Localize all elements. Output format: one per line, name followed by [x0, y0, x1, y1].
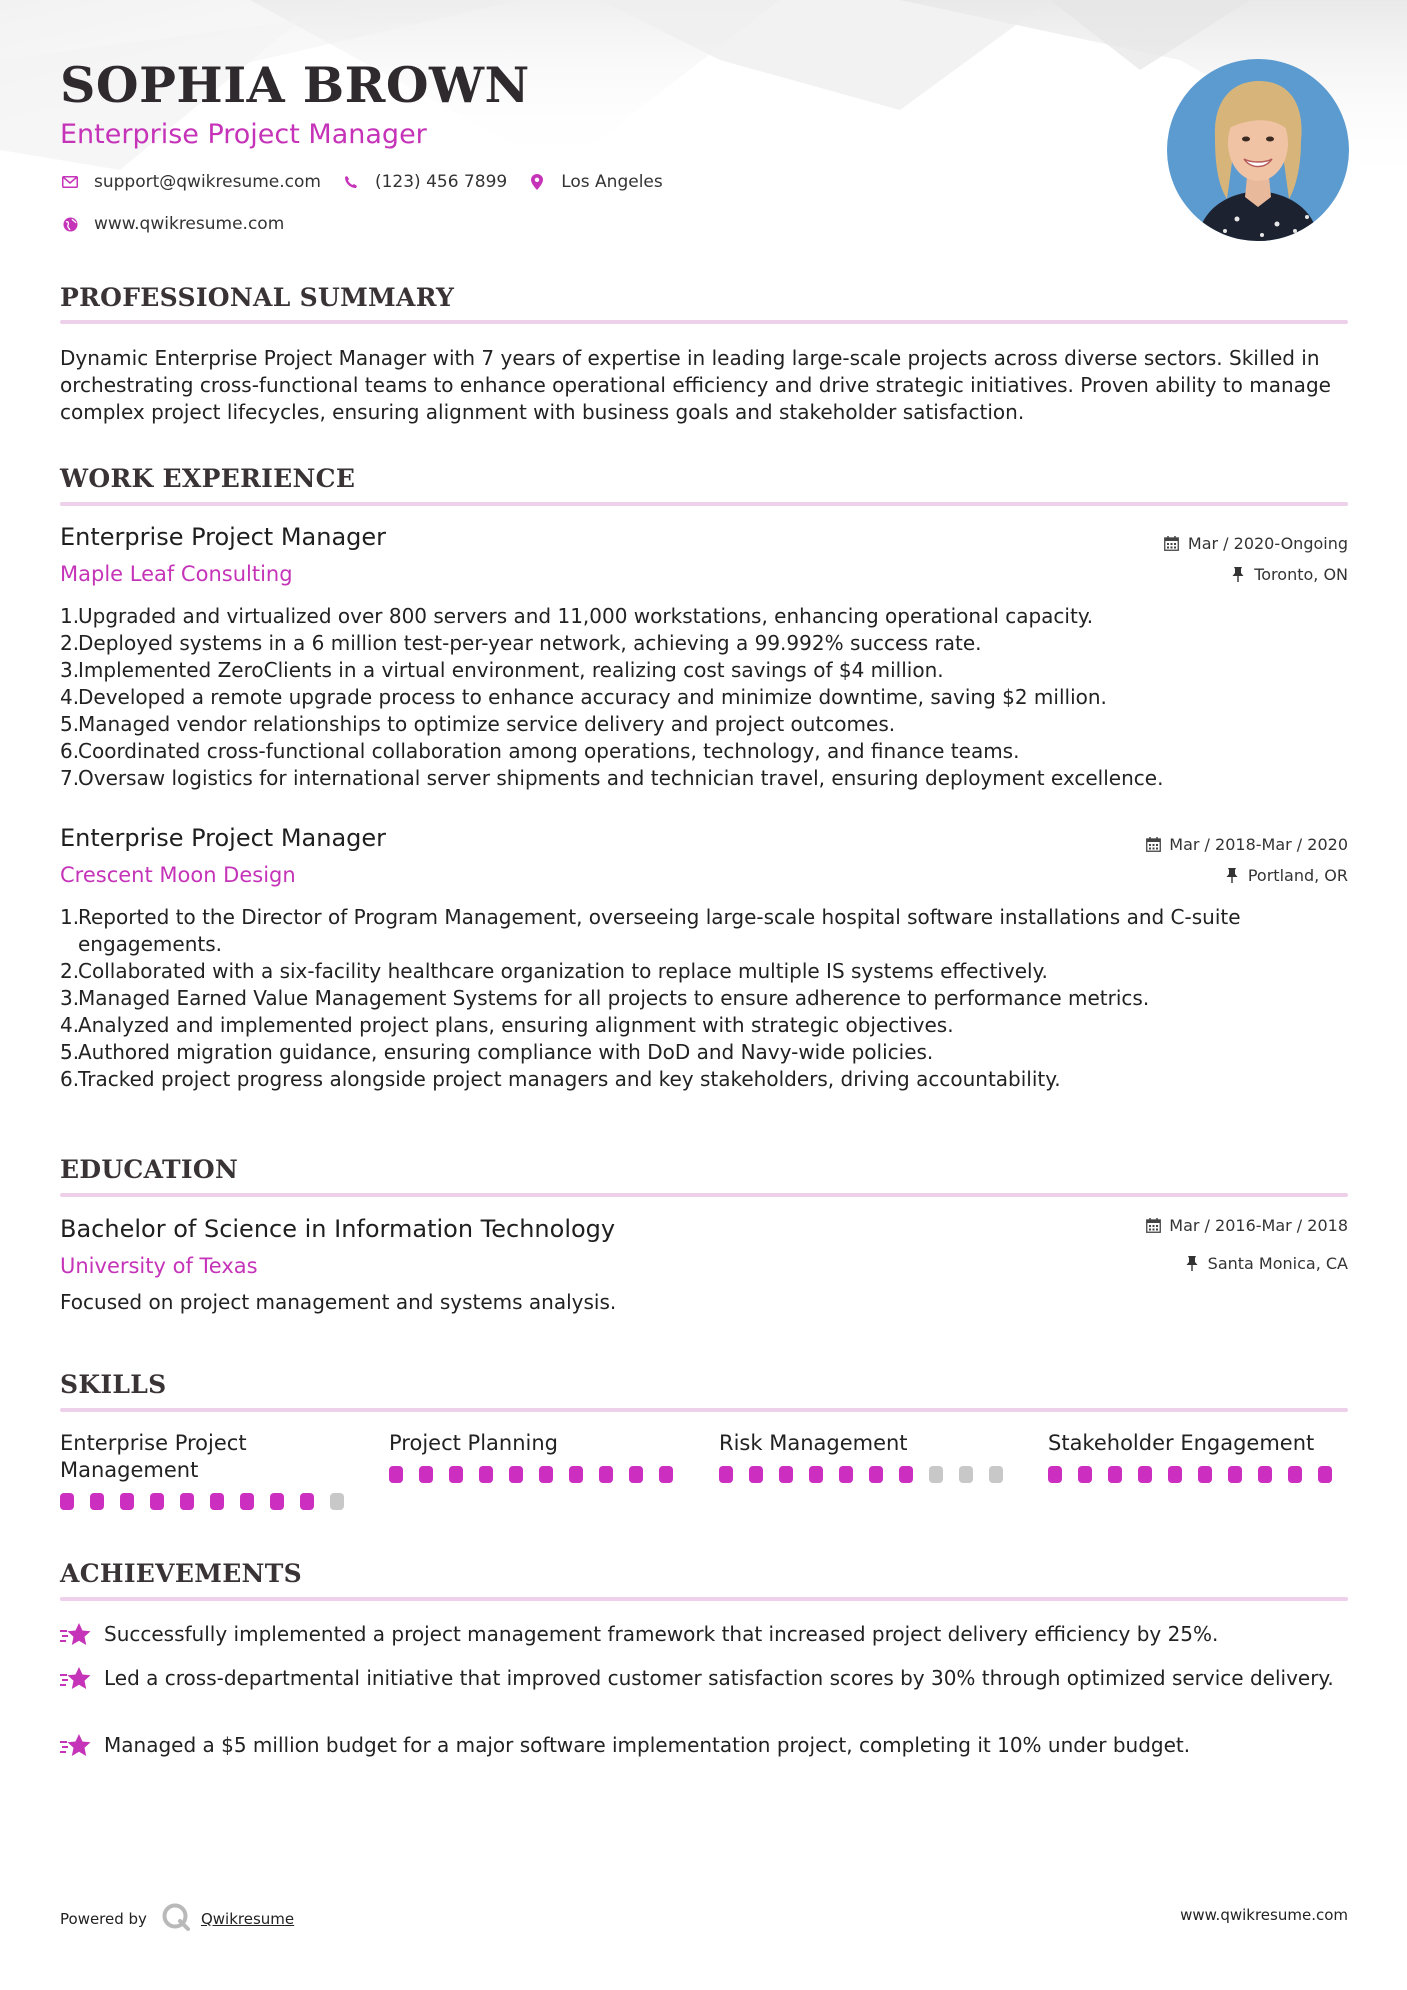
job-duties	[60, 904, 1350, 1093]
rating-dot-filled	[779, 1466, 793, 1483]
globe-icon	[60, 214, 80, 234]
achievement-item	[60, 1665, 1350, 1699]
duty-item: 7. Oversaw logistics for international server shipments and technician travel, ensuring deployment excellence.	[60, 766, 1164, 790]
rating-dot-empty	[929, 1466, 943, 1483]
achievements-heading: ACHIEVEMENTS	[60, 1559, 302, 1588]
location-text: Los Angeles	[561, 172, 663, 192]
job-duties	[60, 603, 1350, 792]
qwikresume-link[interactable]: Qwikresume	[200, 1910, 295, 1928]
experience-heading: WORK EXPERIENCE	[60, 464, 356, 493]
rating-dot-filled	[1318, 1466, 1332, 1483]
avatar	[1167, 59, 1349, 241]
candidate-name: SOPHIA BROWN	[60, 56, 530, 114]
rating-dot-filled	[270, 1493, 284, 1510]
duty-item: 5. Managed vendor relationships to optimize service delivery and project outcomes.	[60, 712, 896, 736]
rating-dot-filled	[719, 1466, 733, 1483]
rating-dot-filled	[150, 1493, 164, 1510]
rating-dot-filled	[659, 1466, 673, 1483]
skill-name: Enterprise Project Management	[60, 1431, 247, 1482]
experience-divider	[60, 502, 1348, 506]
rating-dot-filled	[839, 1466, 853, 1483]
duty-item: 6. Coordinated cross-functional collaboration among operations, technology, and finance teams.	[60, 739, 1020, 763]
phone-text: (123) 456 7899	[374, 172, 508, 192]
rating-dot-filled	[599, 1466, 613, 1483]
job-dates	[1145, 835, 1348, 854]
star-icon	[60, 1665, 104, 1699]
duty-item: 2. Deployed systems in a 6 million test-per-year network, achieving a 99.992% success rate.	[60, 631, 982, 655]
rating-dot-empty	[330, 1493, 344, 1510]
contact-phone[interactable]	[341, 172, 507, 192]
skill-item	[1048, 1430, 1348, 1483]
job-company: Crescent Moon Design	[60, 863, 296, 887]
rating-dot-filled	[1198, 1466, 1212, 1483]
degree-title: Bachelor of Science in Information Technology	[60, 1215, 616, 1243]
duty-item: 1. Upgraded and virtualized over 800 servers and 11,000 workstations, enhancing operational capacity.	[60, 604, 1094, 628]
rating-dot-filled	[120, 1493, 134, 1510]
pushpin-icon	[1184, 1256, 1200, 1272]
skills-heading: SKILLS	[60, 1370, 167, 1399]
rating-dot-filled	[389, 1466, 403, 1483]
email-text: support@qwikresume.com	[94, 172, 321, 192]
rating-dot-filled	[1078, 1466, 1092, 1483]
rating-dot-filled	[809, 1466, 823, 1483]
job-title: Enterprise Project Manager	[60, 523, 387, 551]
star-icon	[60, 1732, 104, 1766]
summary-text: Dynamic Enterprise Project Manager with 7 years of expertise in leading large-scale projects across diverse sectors. Skilled in orchestrating cross-functional teams to enhance operational efficiency and drive strategic initiatives. Proven ability to manage complex project lifecycles, ensuring alignment with business goals and stakeholder satisfaction.	[60, 346, 1331, 424]
rating-dot-filled	[449, 1466, 463, 1483]
rating-dot-filled	[539, 1466, 553, 1483]
rating-dot-filled	[1288, 1466, 1302, 1483]
duty-item: 4. Analyzed and implemented project plans, ensuring alignment with strategic objectives.	[60, 1013, 954, 1037]
rating-dot-filled	[60, 1493, 74, 1510]
rating-dot-filled	[1138, 1466, 1152, 1483]
summary-divider	[60, 320, 1348, 324]
rating-dot-filled	[1228, 1466, 1242, 1483]
job-company: Maple Leaf Consulting	[60, 562, 293, 586]
candidate-role: Enterprise Project Manager	[60, 119, 427, 150]
qwikresume-logo-icon	[161, 1902, 191, 1936]
rating-dot-filled	[1258, 1466, 1272, 1483]
duty-item: 3. Implemented ZeroClients in a virtual environment, realizing cost savings of $4 million.	[60, 658, 944, 682]
skill-name: Project Planning	[389, 1431, 558, 1455]
skill-rating	[719, 1466, 1019, 1483]
achievement-item	[60, 1732, 1350, 1766]
skill-name: Stakeholder Engagement	[1048, 1431, 1315, 1455]
education-location-text: Santa Monica, CA	[1207, 1254, 1348, 1273]
duty-item: 2. Collaborated with a six-facility healthcare organization to replace multiple IS systems effectively.	[60, 959, 1048, 983]
rating-dot-filled	[869, 1466, 883, 1483]
rating-dot-filled	[569, 1466, 583, 1483]
rating-dot-filled	[90, 1493, 104, 1510]
map-pin-icon	[527, 172, 547, 192]
job-location	[1224, 866, 1348, 885]
skills-divider	[60, 1408, 1348, 1412]
rating-dot-filled	[300, 1493, 314, 1510]
education-divider	[60, 1193, 1348, 1197]
rating-dot-filled	[1168, 1466, 1182, 1483]
job-location-text: Portland, OR	[1247, 866, 1348, 885]
rating-dot-empty	[959, 1466, 973, 1483]
pushpin-icon	[1224, 868, 1240, 884]
education-dates	[1145, 1216, 1348, 1235]
contact-row	[60, 172, 683, 192]
job-location	[1230, 565, 1348, 584]
duty-item: 1. Reported to the Director of Program Management, overseeing large-scale hospital software installations and C-suite engagements.	[60, 905, 1241, 956]
education-heading: EDUCATION	[60, 1155, 239, 1184]
calendar-icon	[1145, 1218, 1161, 1234]
website-text: www.qwikresume.com	[94, 214, 285, 234]
footer-powered-by	[60, 1902, 294, 1936]
achievement-text: Managed a $5 million budget for a major software implementation project, completing it 10% under budget.	[104, 1733, 1191, 1757]
rating-dot-filled	[629, 1466, 643, 1483]
star-icon	[60, 1621, 104, 1655]
education-location	[1184, 1254, 1348, 1273]
rating-dot-filled	[1048, 1466, 1062, 1483]
education-dates-text: Mar / 2016-Mar / 2018	[1169, 1216, 1348, 1235]
calendar-icon	[1145, 837, 1161, 853]
phone-icon	[341, 172, 361, 192]
duty-item: 6. Tracked project progress alongside project managers and key stakeholders, driving accountability.	[60, 1067, 1061, 1091]
skill-item	[389, 1430, 689, 1483]
skill-rating	[1048, 1466, 1348, 1483]
rating-dot-filled	[899, 1466, 913, 1483]
job-title: Enterprise Project Manager	[60, 824, 387, 852]
contact-website[interactable]	[60, 214, 284, 234]
duty-item: 5. Authored migration guidance, ensuring compliance with DoD and Navy-wide policies.	[60, 1040, 934, 1064]
contact-location	[527, 172, 663, 192]
rating-dot-filled	[479, 1466, 493, 1483]
skill-item	[60, 1430, 360, 1510]
contact-email[interactable]	[60, 172, 321, 192]
duty-item: 3. Managed Earned Value Management Systems for all projects to ensure adherence to performance metrics.	[60, 986, 1150, 1010]
job-dates-text: Mar / 2020-Ongoing	[1187, 534, 1348, 553]
achievement-item	[60, 1621, 1350, 1655]
calendar-icon	[1164, 536, 1180, 552]
achievement-text: Successfully implemented a project management framework that increased project delivery efficiency by 25%.	[104, 1622, 1219, 1646]
footer-website-link[interactable]: www.qwikresume.com	[1180, 1906, 1348, 1924]
rating-dot-filled	[240, 1493, 254, 1510]
duty-item: 4. Developed a remote upgrade process to enhance accuracy and minimize downtime, saving $2 million.	[60, 685, 1107, 709]
rating-dot-filled	[210, 1493, 224, 1510]
skill-name: Risk Management	[719, 1431, 908, 1455]
rating-dot-filled	[509, 1466, 523, 1483]
rating-dot-empty	[989, 1466, 1003, 1483]
achievement-text: Led a cross-departmental initiative that improved customer satisfaction scores by 30% through optimized service delivery.	[104, 1666, 1334, 1690]
school-name: University of Texas	[60, 1254, 258, 1278]
pushpin-icon	[1230, 567, 1246, 583]
envelope-icon	[60, 172, 80, 192]
job-dates	[1164, 534, 1348, 553]
education-note: Focused on project management and systems analysis.	[60, 1290, 617, 1314]
contact-row-2	[60, 214, 304, 234]
rating-dot-filled	[180, 1493, 194, 1510]
powered-by-label: Powered by	[60, 1910, 147, 1928]
job-location-text: Toronto, ON	[1254, 565, 1348, 584]
skill-item	[719, 1430, 1019, 1483]
job-dates-text: Mar / 2018-Mar / 2020	[1169, 835, 1348, 854]
rating-dot-filled	[1108, 1466, 1122, 1483]
rating-dot-filled	[419, 1466, 433, 1483]
achievements-divider	[60, 1597, 1348, 1601]
skill-rating	[60, 1493, 360, 1510]
summary-heading: PROFESSIONAL SUMMARY	[60, 283, 455, 312]
rating-dot-filled	[749, 1466, 763, 1483]
skill-rating	[389, 1466, 689, 1483]
